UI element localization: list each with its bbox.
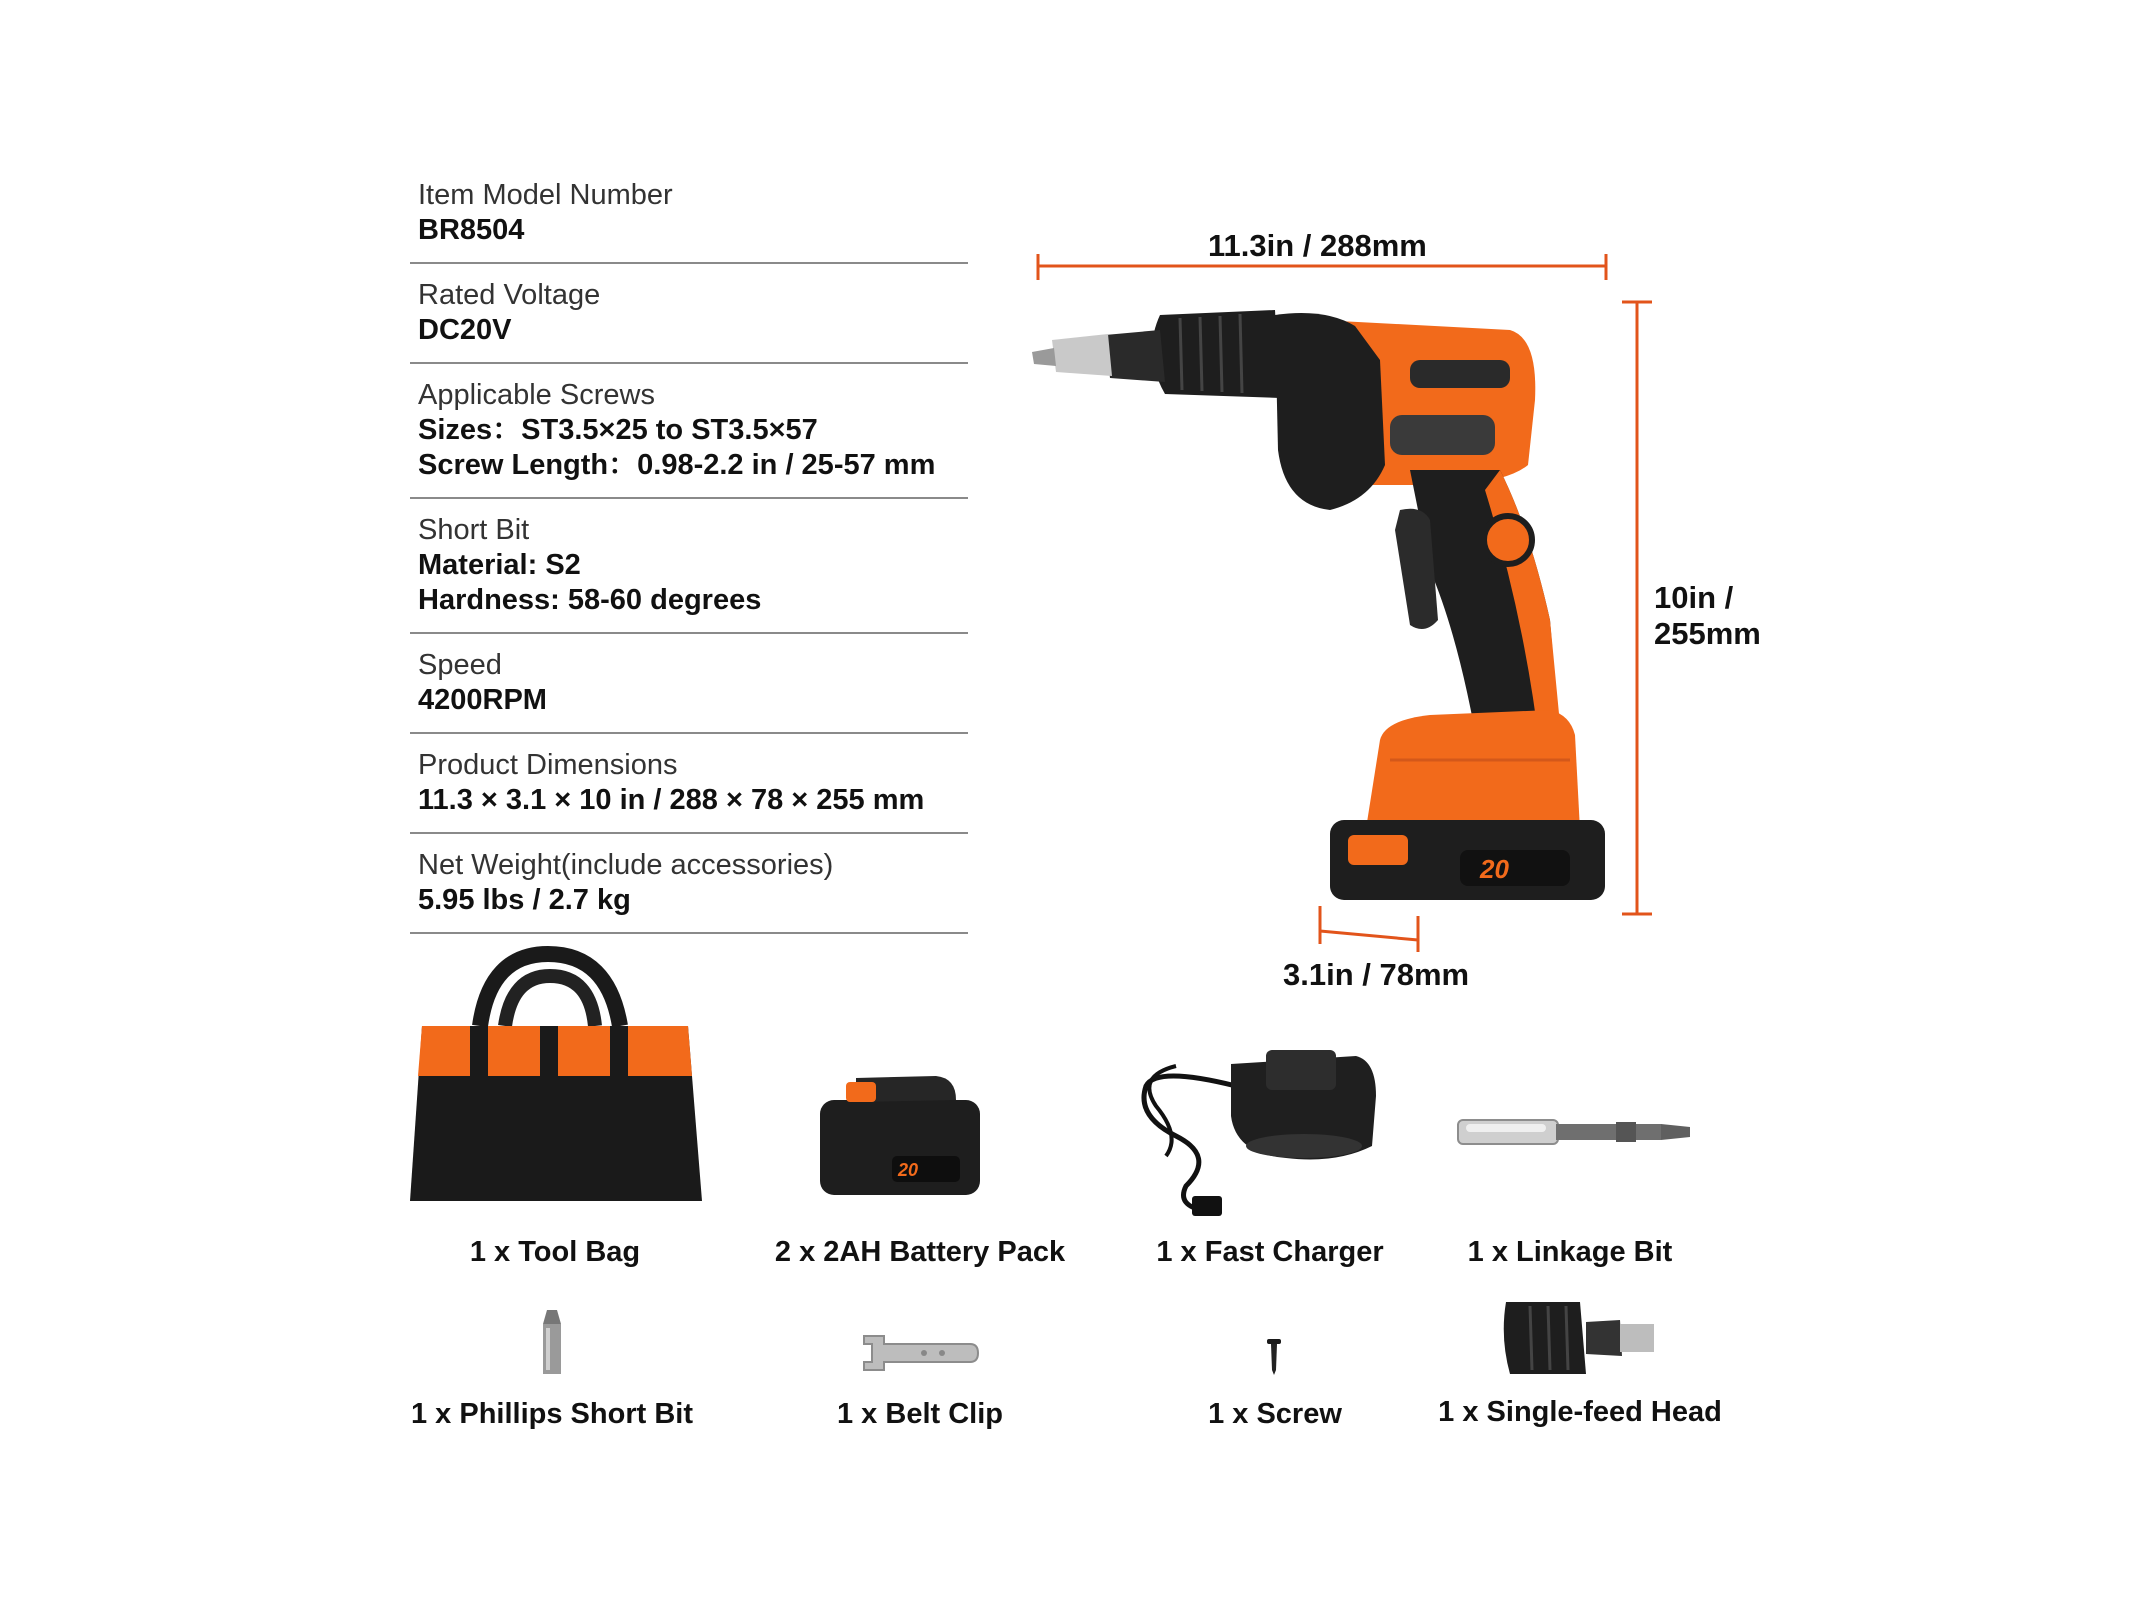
- battery-badge: 20: [1480, 854, 1509, 884]
- spec-label: Speed: [418, 649, 502, 681]
- accessory-label: 1 x Tool Bag: [469, 1236, 641, 1268]
- accessory-label: 2 x 2AH Battery Pack: [774, 1236, 1066, 1268]
- height-dimension-label-line1: 10in /: [1654, 580, 1734, 615]
- battery-pack-badge: 20: [898, 1160, 919, 1180]
- accessory-label: 1 x Single-feed Head: [1438, 1396, 1722, 1428]
- spec-value: Material: S2: [418, 549, 581, 581]
- linkage-bit-icon: [1456, 1112, 1696, 1152]
- spec-label: Product Dimensions: [418, 749, 678, 781]
- spec-value: BR8504: [418, 214, 525, 246]
- accessory-label: 1 x Fast Charger: [1156, 1236, 1384, 1268]
- battery-pack-icon: [816, 1070, 986, 1200]
- spec-value: Hardness: 58-60 degrees: [418, 584, 762, 616]
- height-dimension-label-line2: 255mm: [1654, 616, 1761, 651]
- length-dimension-label: 11.3in / 288mm: [1208, 228, 1427, 263]
- tool-bag-icon: [400, 946, 710, 1216]
- charger-icon: [1136, 1036, 1386, 1226]
- spec-label: Net Weight(include accessories): [418, 849, 834, 881]
- screw-gun-body: [1032, 310, 1605, 900]
- screw-gun-image: [1030, 290, 1630, 910]
- accessory-label: 1 x Belt Clip: [837, 1398, 1003, 1430]
- spec-value: 5.95 lbs / 2.7 kg: [418, 884, 631, 916]
- spec-label: Short Bit: [418, 514, 530, 546]
- accessory-label: 1 x Phillips Short Bit: [411, 1398, 693, 1430]
- accessory-label: 1 x Linkage Bit: [1467, 1236, 1673, 1268]
- spec-label: Applicable Screws: [418, 379, 655, 411]
- phillips-bit-icon: [537, 1308, 567, 1378]
- spec-label: Rated Voltage: [418, 279, 601, 311]
- single-feed-head-icon: [1500, 1298, 1660, 1378]
- accessory-label: 1 x Screw: [1208, 1398, 1342, 1430]
- screw-icon: [1266, 1338, 1282, 1376]
- spec-value: Screw Length：0.98-2.2 in / 25-57 mm: [418, 449, 936, 481]
- spec-value: 11.3 × 3.1 × 10 in / 288 × 78 × 255 mm: [418, 784, 925, 816]
- spec-value: 4200RPM: [418, 684, 547, 716]
- spec-value: DC20V: [418, 314, 512, 346]
- spec-label: Item Model Number: [418, 179, 673, 211]
- spec-value: Sizes：ST3.5×25 to ST3.5×57: [418, 414, 818, 446]
- width-dimension-line: [1320, 931, 1418, 940]
- width-dimension-label: 3.1in / 78mm: [1283, 957, 1470, 992]
- belt-clip-icon: [862, 1330, 978, 1376]
